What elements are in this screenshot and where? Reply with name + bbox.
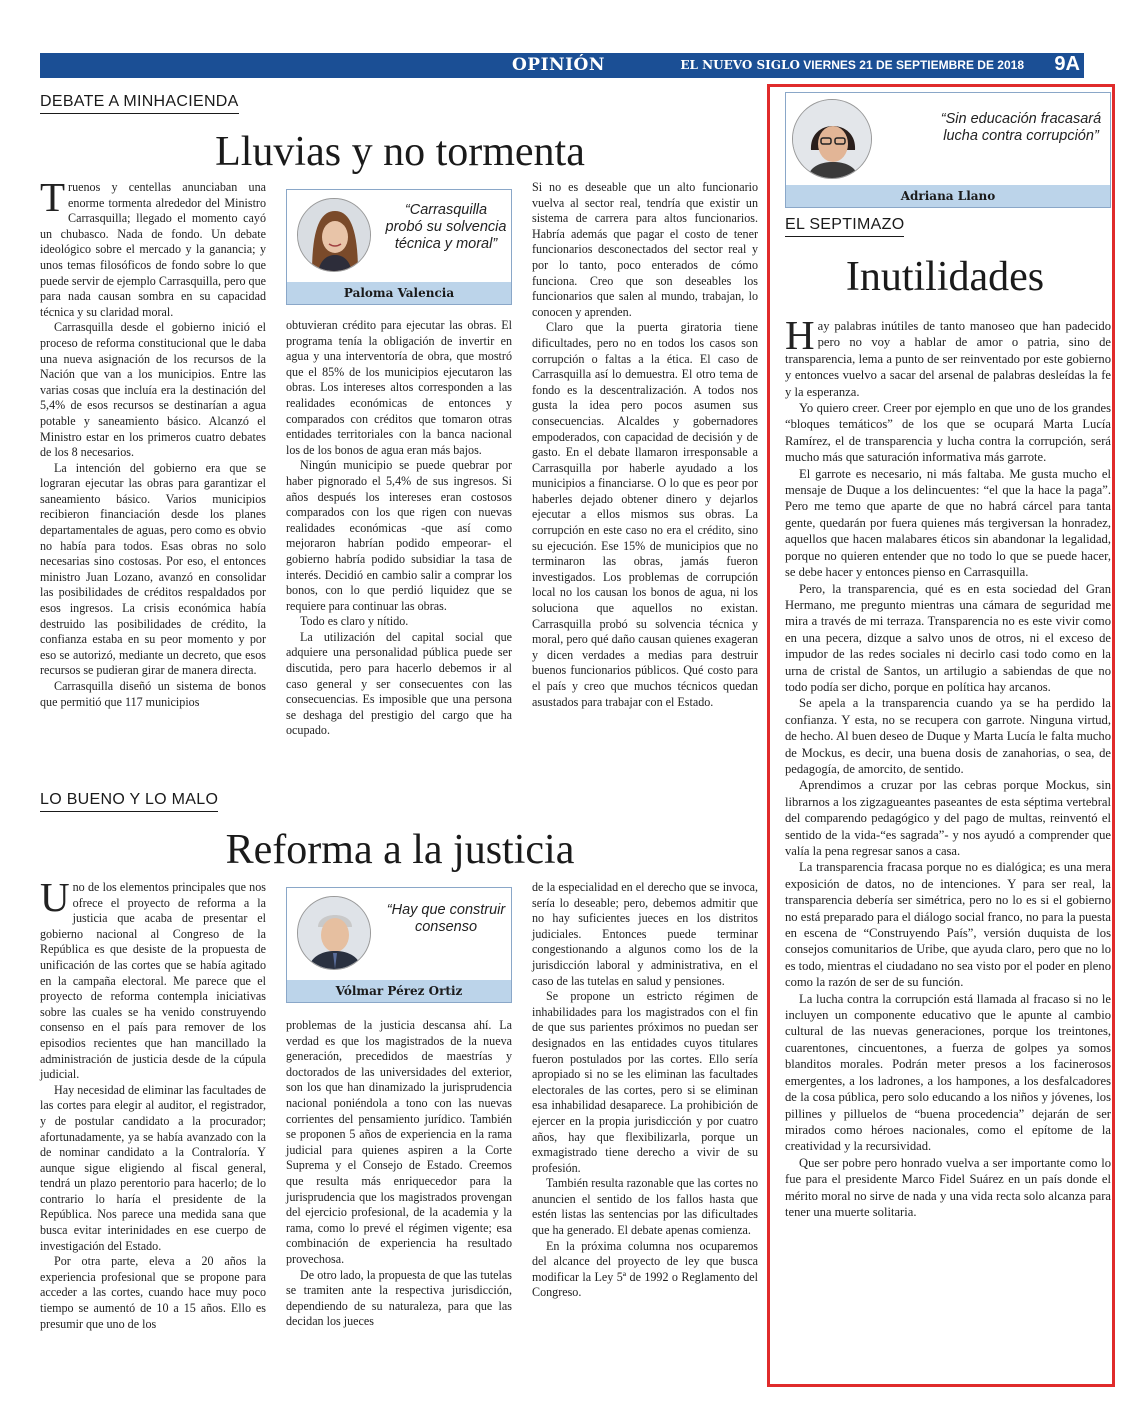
article2-author-name: Vólmar Pérez Ortiz (287, 980, 511, 1002)
article1-paragraph: Todo es claro y nítido. (300, 614, 409, 629)
article2-headline: Reforma a la justicia (225, 827, 575, 873)
article1-column-1 (40, 174, 267, 710)
paper-name: EL NUEVO SIGLO (680, 58, 800, 72)
article2-paragraph: Uno de los elementos principales que nos ofrece el proyecto de reforma a la justicia que acaba de presentar el gobierno nacional al Congreso de la República es que desiste de la propuesta de unificación de las cortes que se había agitado en la campaña electoral. Me parece que el proyecto de reforma contempla iniciativas sobre las cuales se ha venido construyendo consenso en el país para remover de los episodios recientes que han mancillado la administración de justicia desde de la cúpula judicial. (40, 874, 266, 1082)
article1-paragraph: La utilización del capital social que adquiere una personalidad pública puede ser discutida, pero para hacerlo debemos ir al caso general y ser consecuentes con las consecuencias. Es imposible que una persona se deshaga del prestigio del cargo que ha ocupado. (286, 629, 512, 738)
article2-paragraph: Por otra parte, eleva a 20 años la experiencia profesional que se propone para acceder a las cortes, cuando hace muy poco tiempo se aumentó de 10 a 15 años. Ello es presumir que uno de los (40, 1254, 266, 1331)
article1-headline: Lluvias y no tormenta (215, 129, 585, 175)
author-photo-paloma (297, 198, 371, 272)
article2-column-1 (40, 874, 266, 1332)
article3-kicker: EL SEPTIMAZO (785, 216, 904, 237)
article3-paragraph: Que ser pobre pero honrado vuelva a ser importante como lo fue para el presidente Marco Fidel Suárez en un país donde el mérito moral no sirve de nada y una vida recta solo alcanza para tener una muerte solitaria. (785, 1155, 1111, 1219)
article1-paragraph: Ningún municipio se puede quebrar por haber pignorado el 5,4% de sus ingresos. Si años después los intereses eran costosos comparados con los que rigen con nuevas realidades económicas -que así como mejoraron habrían podido empeorar- el gobierno habría podido subsidiar la tasa de interés. Decidió en cambio salir a comprar los bonos, con lo que perdió liquidez que se requiere para continuar las obras. (286, 458, 512, 613)
article2-author-box (286, 887, 512, 1003)
article1-kicker: DEBATE A MINHACIENDA (40, 93, 239, 114)
article1-pull-quote: “Carrasquilla probó su solvencia técnica y moral” (385, 202, 507, 252)
article1-paragraph: Carrasquilla diseñó un sistema de bonos que permitió que 117 municipios (40, 679, 266, 709)
author-portrait-icon (298, 199, 371, 272)
article3-paragraph: Yo quiero creer. Creer por ejemplo en que uno de los grandes “bloques temáticos” de los que se ocupará Marta Lucía Ramírez, el de transparencia y lucha contra la corrupción, será mucho más que saturación informativa más garrote. (785, 401, 1111, 465)
article3-author-box (785, 92, 1111, 208)
author-photo-volmar (297, 896, 371, 970)
article3-body (785, 312, 1111, 1220)
author-portrait-icon (793, 100, 872, 179)
article1-paragraph: obtuvieran crédito para ejecutar las obras. El programa tenía la obligación de invertir en agua y una interventoría de obra, que mostró que el 85% de los municipios ejecutaron las obras. Los intereses altos corresponden a las realidades económicas de entonces y comparados con créditos que tomaron otras entidades territoriales con la banca nacional los de los bonos de agua eran más bajos. (286, 318, 512, 457)
article2-kicker: LO BUENO Y LO MALO (40, 791, 218, 812)
article3-paragraph: La transparencia fracasa porque no es dialógica; es una mera exposición de datos, no de intenciones. Y para ser real, la transparencia debería ser simétrica, pero no lo es si el gobierno no está preparado para el diálogo social franco, no para la puesta en escena de “Construyendo País”, versión duquista de los consejos comunitarios de Uribe, que ayuda claro, pero que no lo es todo, mientras el ciudadano no sea visto por el poder en pleno como la razón de ser de su función. (785, 860, 1111, 990)
article3-paragraph: Se apela a la transparencia cuando ya se ha perdido la confianza. Y esta, no se recupera con garrote. Ninguna virtud, de hecho. Al buen deseo de Duque y Marta Lucía le falta mucho de Mockus, es decir, una buena dosis de zanahorias, o sea, de pedagogía, de amorcito, de sentido. (785, 696, 1111, 776)
article3-paragraph: Hay palabras inútiles de tanto manoseo que han padecido pero no voy a hablar de amor o patria, sino de transparencia, lema a punto de ser reinventado por este gobierno y entonces vuelvo a sacar del arsenal de palabras desleídas la fe y la esperanza. (785, 312, 1111, 399)
article1-author-box (286, 189, 512, 305)
article3-paragraph: Pero, la transparencia, qué es en esta sociedad del Gran Hermano, me pregunto mientras una cámara de seguridad me mira a través de mi terraza. Transparencia no es este vivir como en una pecera, dizque a salvo unos de otros, ni el exceso de impudor de las redes sociales ni decirlo casi todo como en la urna de cristal de Santos, un artilugio a sabiendas de que no todo podía ser dicho, porque en política hay arcanos. (785, 581, 1111, 694)
article3-paragraph: La lucha contra la corrupción está llamada al fracaso si no le incluyen un componente educativo que le apunte al cambio cultural de las nuevas generaciones, porque los treintones, cuarentones, cincuentones, a fuerza de golpes ya somos blanditos morales. Podrán meter presos a los facinerosos emergentes, a los ladrones, a los hampones, a los desfalcadores de la cosa pública, pero solo educando a los niños y jóvenes, los pillines y pilluelos de “buena procedencia” dejarán de ser mirados como héroes nacionales, como el epítome de la creatividad y la recursividad. (785, 991, 1111, 1154)
article2-paragraph: Hay necesidad de eliminar las facultades de las cortes para elegir al auditor, el registrador, y de postular candidato a la procurador; afortunadamente, ya se había avanzado con la de nominar candidato a la Contraloría. Y aunque sigue eligiendo al fiscal general, tendrá un plazo perentorio para hacerlo; de lo contrario lo haría el presidente de la República. Nos parece una medida sana que busca evitar interinidades en ese cuerpo de investigación del Estado. (40, 1082, 266, 1253)
page-number: 9A (1054, 53, 1080, 75)
article1-paragraph: Truenos y centellas anunciaban una enorme tormenta alrededor del Ministro Carrasquilla; llegado el momento cayó un chubasco. Nada de fondo. Un debate ideológico sobre el mercado y la ganancia; y unos temas filosóficos de fondo sobre lo que puede servir de ejemplo Carrasquilla, pero que para nada causan sombra en su capacidad técnica y su claridad moral. (40, 174, 267, 319)
article2-paragraph: de la especialidad en el derecho que se invoca, sería lo deseable; pero, debemos admitir que no hay suficientes jueces en los distritos judiciales. Entonces puede terminar congestionando a algunos como los de la jurisdicción laboral y administrativa, en el caso de las tutelas en salud y pensiones. (532, 880, 758, 988)
article2-paragraph: Se propone un estricto régimen de inhabilidades para los magistrados con el fin de que sus parientes próximos no puedan ser designados en las entidades cuyos titulares fueron postulados por las cortes. Ello sería apropiado si no se les eliminan las facultades electorales de las cortes, pero si se eliminan esa inhabilidad desaparece. La prohibición de ejercer en la propia jurisdicción y por cuatro años, hay que flexibilizarla, porque un exmagistrado tiene derecho a vivir de su profesión. (532, 989, 758, 1175)
article3-headline: Inutilidades (845, 254, 1045, 300)
author-photo-adriana (792, 99, 872, 179)
article2-paragraph: De otro lado, la propuesta de que las tutelas se tramiten ante la respectiva jurisdicción, dependiendo de su naturaleza, para que las decidan los jueces (286, 1267, 512, 1329)
article2-pull-quote: “Hay que construir consenso (386, 902, 506, 935)
article2-paragraph: En la próxima columna nos ocuparemos del alcance del proyecto de ley que busca modificar la Ley 5ª de 1992 o Reglamento del Congreso. (532, 1238, 758, 1300)
article2-column-3 (532, 880, 758, 1301)
article3-author-name: Adriana Llano (786, 185, 1110, 207)
article3-pull-quote: “Sin educación fracasará lucha contra corrupción” (940, 111, 1102, 144)
article2-column-2 (286, 1018, 512, 1330)
article1-author-name: Paloma Valencia (287, 282, 511, 304)
article1-paragraph: La intención del gobierno era que se lograran ejecutar las obras para garantizar el saneamiento básico. Varios municipios recibieron financiación desde los planes departamentales de aguas, pero como es obvio no había para todos. Esas obras no solo necesarias sino costosas. Por eso, el entonces ministro Juan Lozano, avanzó en consolidar las posibilidades de créditos respaldados por esos ingresos. La crisis económica había destruido las posibilidades de crédito, la confianza estaba en su peor momento y por eso se autorizó, mediante un decreto, que esos recursos se pudieran girar de manera directa. (40, 460, 266, 678)
header-date-line (680, 58, 1024, 72)
section-title: OPINIÓN (512, 55, 605, 75)
issue-date: VIERNES 21 DE SEPTIEMBRE DE 2018 (803, 58, 1024, 72)
article1-paragraph: Carrasquilla desde el gobierno inició el proceso de reforma constitucional que le daba una nueva asignación de los recursos de la Nación que van a los municipios. Entre las varias cosas que incluía era la destinación del 5,4% de esos recursos se destinarían a agua potable y saneamiento básico. Alcanzó el Ministro estar en los primeros cuatro debates de los 8 necesarios. (40, 320, 266, 460)
section-header-bar (40, 53, 1084, 78)
article3-paragraph: Aprendimos a cruzar por las cebras porque Mockus, sin librarnos a los zigzagueantes paseantes de esta séptima vertebral del comparendo pedagógico y del pago de multas, reinventó el sentido de la vida-“es sagrada”- y nos ayudó a comprender que valía la pena regresar sanos a casa. (785, 778, 1111, 858)
author-portrait-icon (298, 897, 371, 970)
article3-paragraph: El garrote es necesario, ni más faltaba. Me gusta mucho el mensaje de Duque a los delincuentes: “el que la hace la paga”. Pero me temo que aparte de que no habrá cárcel para tanta gente, quedarán por fuera quienes más tergiversan la honradez, aquellos que hacen malabares éticos sin abandonar la legalidad, porque no quieren entender que no todo lo que se puede hacer, se debe hacer y entonces pienso en Carrasquilla. (785, 466, 1111, 580)
article2-paragraph: También resulta razonable que las cortes no anuncien el sentido de los fallos hasta que estén listas las sentencias por las dificultades que ha generado. El debate apenas comienza. (532, 1176, 758, 1238)
article1-paragraph: Si no es deseable que un alto funcionario vuelva al sector real, tendría que existir un sistema de carrera para altos funcionarios. Habría además que pagar el costo de tener funcionarios desconectados del sector real y por lo tanto, poco enterados de cómo funciona. Creo que son deseables los funcionarios que salen al mundo, trabajan, lo conocen y aprenden. (532, 180, 758, 319)
article1-paragraph: Claro que la puerta giratoria tiene dificultades, pero no en todos los casos son corrupción o faltas a la ética. El caso de Carrasquilla así lo demuestra. El otro tema de fondo es la descentralización. A todos nos gusta la idea pero pocos asumen sus consecuencias. Alcaldes y gobernadores empoderados, con capacidad de decisión y de gasto. En el debate llamaron irresponsable a Carrasquilla por haberle ayudado a los municipios a financiarse. O lo que es peor por haberles dejado obtener dinero y dejarlos ejecutar a ellos mismos sus obras. La corrupción en este caso no era el crédito, sino su ejecución. Ese 15% de municipios que no terminaron las obras, jamás fueron investigados. Los problemas de corrupción local no los causan los bonos de agua, ni los soluciona que aquellos no existan. Carrasquilla probó su solvencia técnica y moral, pero qué daño causan quienes exageran y dicen verdades a medias para destruir buenos funcionarios públicos. Qué costo para el país y creo que muchos técnicos quedan asustados para trabajar con el Estado. (532, 320, 758, 709)
article2-paragraph: problemas de la justicia descansa ahí. La verdad es que los magistrados de la nueva generación, precedidos de maestrías y doctorados de las universidades del exterior, son los que han dinamizado la jurisprudencia nacional poniéndola a tono con las nuevas corrientes del pensamiento jurídico. También se proponen 5 años de experiencia en la rama judicial para quienes aspiren a la Corte Suprema y el Consejo de Estado. Creemos que resulta más enriquecedor para la jurisprudencia que los magistrados provengan del ejercicio profesional, de la academia y la rama, como lo prevé el régimen vigente; esa combinación de experiencia ha resultado provechosa. (286, 1018, 512, 1266)
article1-column-2 (286, 318, 512, 739)
article1-column-3 (532, 180, 758, 710)
